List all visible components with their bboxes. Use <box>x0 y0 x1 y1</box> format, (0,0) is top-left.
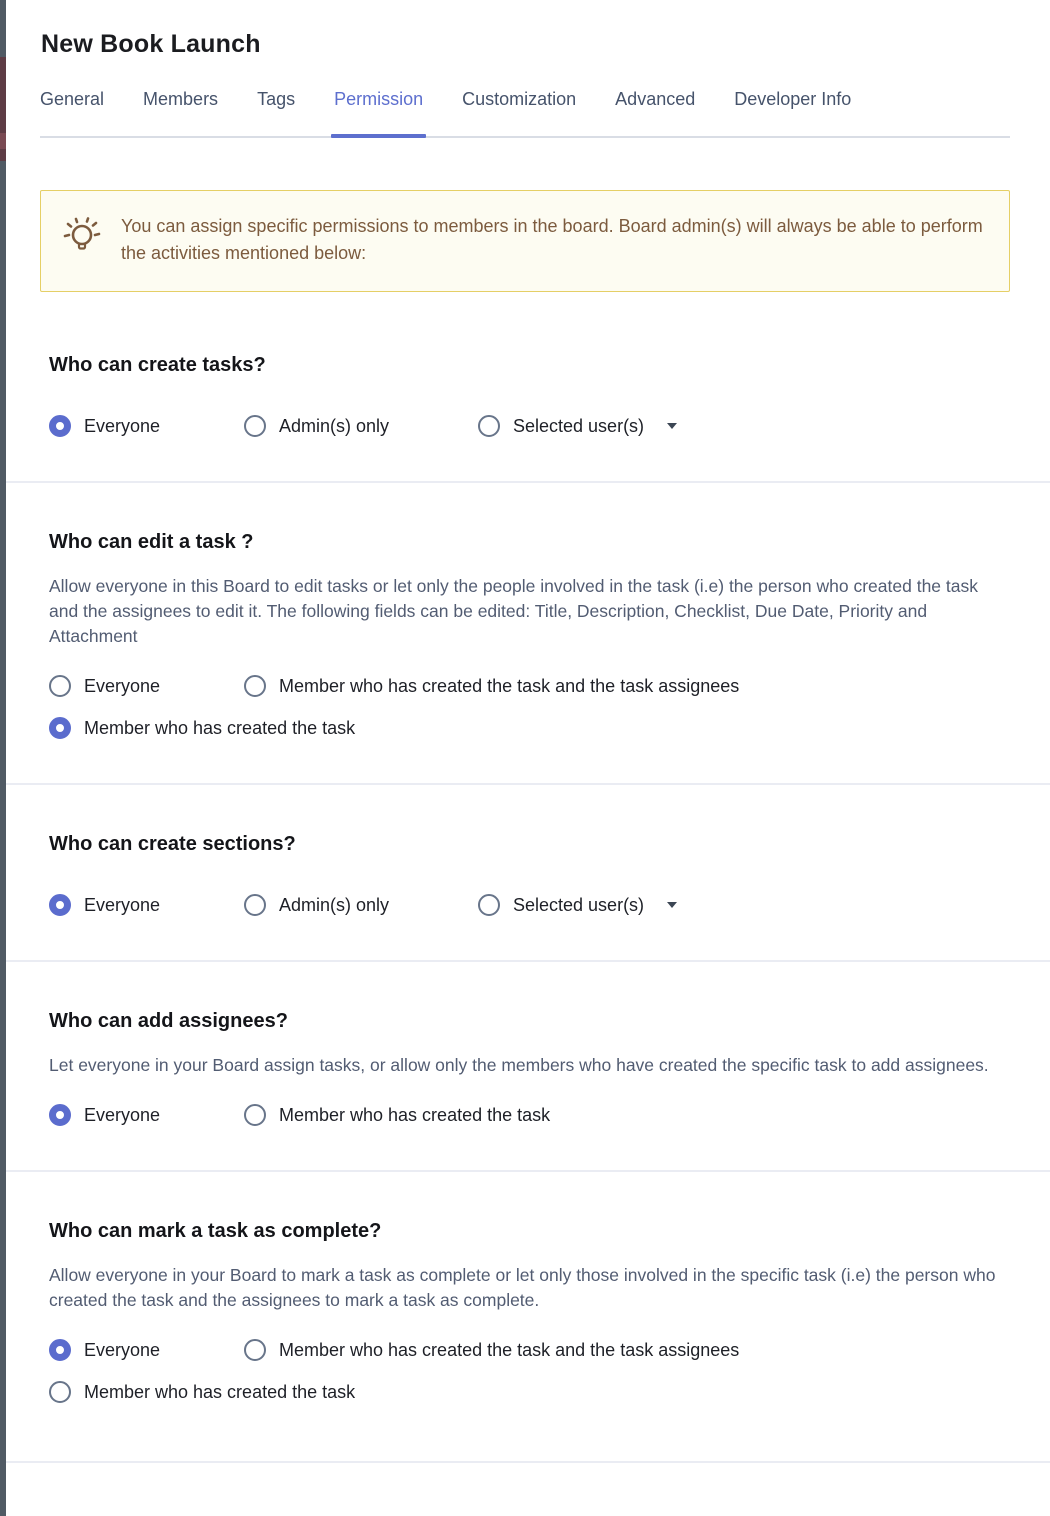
chevron-down-icon[interactable] <box>667 423 677 429</box>
radio-edit-task-member-who-has-created-the-task-and-the-task-assignees[interactable] <box>244 675 739 697</box>
radio-mark-complete-member-who-has-created-the-task-and-the-task-assignees[interactable] <box>244 1339 739 1361</box>
section-heading: Who can create sections? <box>49 833 296 855</box>
radio-selected-icon[interactable] <box>49 1339 71 1361</box>
radio-edit-task-everyone[interactable] <box>49 675 244 697</box>
chevron-down-icon[interactable] <box>667 902 677 908</box>
radio-group-row <box>49 1381 1010 1403</box>
section-description: Allow everyone in your Board to mark a task as complete or let only those involved in the specific task (i.e) the person who created the task and the assignees to mark a task as complete. <box>49 1265 996 1310</box>
radio-label: Admin(s) only <box>279 415 390 436</box>
radio-label: Member who has created the task <box>84 1381 356 1402</box>
tab-customization[interactable]: Customization <box>462 89 577 109</box>
permission-sections <box>6 292 1050 1463</box>
radio-label: Member who has created the task <box>279 1104 551 1125</box>
radio-unselected-icon[interactable] <box>244 675 266 697</box>
background-sidebar-accent-light <box>0 133 6 149</box>
page-title: New Book Launch <box>41 30 261 58</box>
radio-unselected-icon[interactable] <box>244 894 266 916</box>
radio-mark-complete-member-who-has-created-the-task[interactable] <box>49 1381 355 1403</box>
background-sidebar-accent <box>0 57 6 161</box>
radio-unselected-icon[interactable] <box>478 415 500 437</box>
radio-create-tasks-selected-user-s[interactable] <box>478 415 677 437</box>
radio-create-tasks-everyone[interactable] <box>49 415 244 437</box>
section-heading: Who can add assignees? <box>49 1010 288 1032</box>
board-settings-panel <box>6 0 1050 1463</box>
section-create-tasks <box>6 292 1050 481</box>
section-description: Let everyone in your Board assign tasks, or allow only the members who have created the specific task to add assignees. <box>49 1055 989 1075</box>
radio-add-assignees-everyone[interactable] <box>49 1104 244 1126</box>
radio-label: Member who has created the task and the task assignees <box>279 1339 740 1360</box>
radio-selected-icon[interactable] <box>49 894 71 916</box>
section-edit-task <box>6 481 1050 783</box>
background-app-sliver <box>0 0 6 1516</box>
notice-text: You can assign specific permissions to members in the board. Board admin(s) will always be able to perform the activities mentioned below: <box>121 216 983 263</box>
radio-unselected-icon[interactable] <box>49 675 71 697</box>
radio-label: Member who has created the task <box>84 717 356 738</box>
radio-label: Member who has created the task and the task assignees <box>279 675 740 696</box>
radio-label: Everyone <box>84 1104 161 1125</box>
radio-unselected-icon[interactable] <box>478 894 500 916</box>
radio-label: Selected user(s) <box>513 415 645 436</box>
radio-unselected-icon[interactable] <box>49 1381 71 1403</box>
radio-label: Everyone <box>84 415 161 436</box>
radio-mark-complete-everyone[interactable] <box>49 1339 244 1361</box>
section-heading: Who can edit a task ? <box>49 531 254 553</box>
section-create-sections <box>6 783 1050 960</box>
section-description: Allow everyone in this Board to edit tasks or let only the people involved in the task (i.e) the person who created the task and the assignees to edit it. The following fields can be edited: Title, Description, Checklist, Due Date, Priority and Attachment <box>49 576 978 646</box>
radio-label: Everyone <box>84 894 161 915</box>
tab-advanced[interactable]: Advanced <box>615 89 696 109</box>
radio-add-assignees-member-who-has-created-the-task[interactable] <box>244 1104 550 1126</box>
tab-members[interactable]: Members <box>143 89 219 109</box>
radio-group-row <box>49 415 1010 437</box>
radio-selected-icon[interactable] <box>49 717 71 739</box>
radio-selected-icon[interactable] <box>49 415 71 437</box>
radio-unselected-icon[interactable] <box>244 1104 266 1126</box>
radio-group-row <box>49 1104 1010 1126</box>
notice-banner <box>40 190 1010 292</box>
section-add-assignees <box>6 960 1050 1170</box>
tab-permission[interactable]: Permission <box>334 89 423 136</box>
radio-create-tasks-admin-s-only[interactable] <box>244 415 478 437</box>
radio-selected-icon[interactable] <box>49 1104 71 1126</box>
tab-developer-info[interactable]: Developer Info <box>734 89 852 109</box>
tab-bar <box>40 89 1010 138</box>
tab-general[interactable]: General <box>40 89 105 109</box>
radio-create-sections-selected-user-s[interactable] <box>478 894 677 916</box>
section-mark-complete <box>6 1170 1050 1463</box>
radio-label: Everyone <box>84 675 161 696</box>
radio-group-row <box>49 717 1010 739</box>
radio-create-sections-everyone[interactable] <box>49 894 244 916</box>
radio-label: Selected user(s) <box>513 894 645 915</box>
tab-tags[interactable]: Tags <box>257 89 296 109</box>
lightbulb-icon <box>59 215 105 259</box>
radio-group-row <box>49 894 1010 916</box>
panel-header <box>6 0 1050 59</box>
radio-group-row <box>49 675 1010 697</box>
radio-unselected-icon[interactable] <box>244 1339 266 1361</box>
radio-unselected-icon[interactable] <box>244 415 266 437</box>
radio-label: Everyone <box>84 1339 161 1360</box>
radio-group-row <box>49 1339 1010 1361</box>
section-heading: Who can mark a task as complete? <box>49 1220 382 1242</box>
radio-create-sections-admin-s-only[interactable] <box>244 894 478 916</box>
section-heading: Who can create tasks? <box>49 354 266 376</box>
radio-edit-task-member-who-has-created-the-task[interactable] <box>49 717 355 739</box>
radio-label: Admin(s) only <box>279 894 390 915</box>
